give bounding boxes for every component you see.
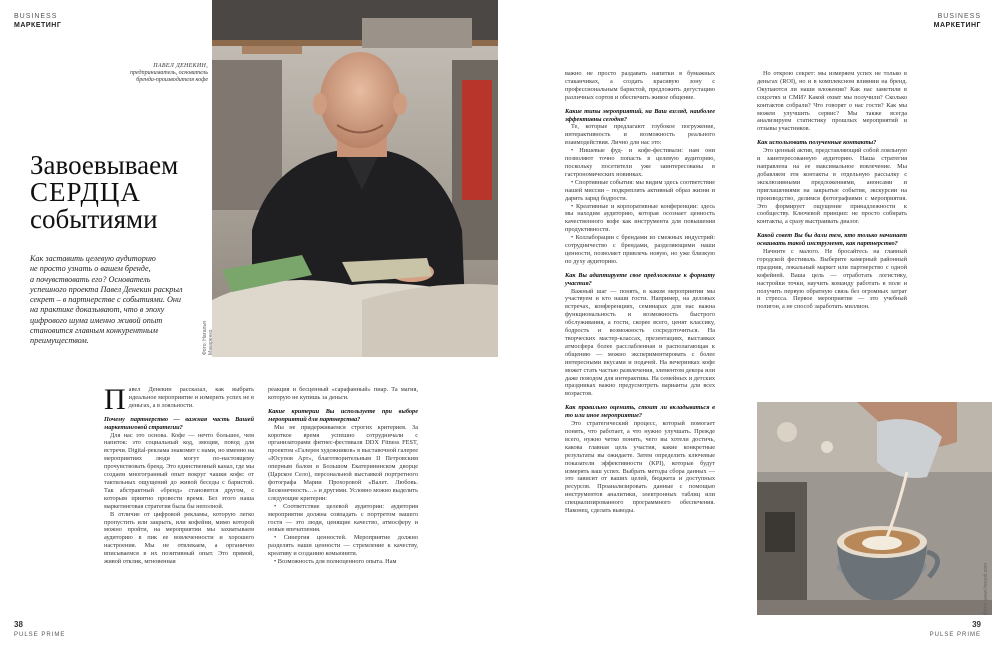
interview-question bbox=[757, 139, 907, 147]
bullet-paragraph bbox=[565, 147, 715, 179]
portrait-photo bbox=[212, 0, 498, 357]
paragraph-text: Почему партнерство — важная часть Вашей маркетинговой стратегии? bbox=[104, 415, 254, 431]
paragraph-text: • Спортивные события: мы видим здесь соответствие нашей миссии – подкреплять активный образ жизни и дарить заряд бодрости. bbox=[565, 178, 715, 202]
caption-role: бренда-производителя кофе bbox=[136, 77, 208, 83]
section-name: BUSINESS bbox=[14, 13, 58, 20]
paragraph-text: Важный шаг — понять, в каком мероприятии мы участвуем и кто наши гости. Например, на деловых встречах, конференциях, семинарах для нас важна функциональность и возможность быстрого обслуживания, а гости, скорее всего, ценят классику, бодрость и возможность сосредоточиться. На творческих мастер-классах, презентациях, выставках атмосфера более расслабленная и располагающая к общению — можно экспериментировать с более интересными вкусами и подачей. На вечеринках кофе может стать частью развлечения, элементом декора или даже поводом для интерактива. На семейных и детских праздниках важно предусмотреть варианты для всех возрастов. bbox=[565, 287, 715, 398]
paragraph bbox=[104, 383, 254, 416]
paragraph bbox=[565, 123, 715, 147]
article-column-3 bbox=[565, 70, 715, 515]
paragraph-text: Как правильно оценить, стоит ли вкладываться в то или иное мероприятие? bbox=[565, 404, 715, 420]
paragraph bbox=[268, 424, 418, 503]
section-label-left bbox=[14, 12, 61, 30]
bullet-paragraph bbox=[565, 179, 715, 203]
paragraph-text: Как использовать полученные контакты? bbox=[757, 139, 877, 147]
paragraph bbox=[104, 432, 254, 511]
paragraph-text: Но открою секрет: мы измеряем успех не только в деньгах (ROI), но и в комплексном влиянии на бренд. Окупаются ли наши вложения? Как нас заметили в соцсетях и СМИ? Какой охват мы получили? Сколько контактов собрали? Что говорят о нас гости? Как мы можем улучшить сервис? Мы также всегда анализируем статистику прошлых мероприятий и отзывы участников. bbox=[757, 70, 907, 133]
paragraph-text: В отличие от цифровой рекламы, которую легко пропустить или закрыть, или кофейни, мимо которой можно пройти, на мероприятии мы захватываем аудиторию в пик ее вовлеченности и хорошего настроения. Мы не отвлекаем, а органично вписываемся в их позитивный опыт. Это прямой, живой отклик, мгновенная bbox=[104, 510, 254, 566]
paragraph bbox=[757, 70, 907, 133]
paragraph bbox=[757, 248, 907, 311]
paragraph-text: Какие типы мероприятий, на Ваш взгляд, наиболее эффективны сегодня? bbox=[565, 107, 715, 123]
latte-illustration bbox=[757, 402, 992, 615]
lead-line: становится главным конкурентным bbox=[30, 326, 158, 336]
paragraph-text: авел Денекин рассказал, как выбрать идеальное мероприятие и измерить успех не в деньгах, а в лояльности. bbox=[128, 386, 254, 409]
bullet-paragraph bbox=[268, 534, 418, 558]
paragraph-text: Как Вы адаптируете свое предложение к формату участия? bbox=[565, 271, 715, 287]
bullet-paragraph bbox=[565, 234, 715, 266]
article-column-4 bbox=[757, 70, 907, 311]
paragraph bbox=[268, 386, 418, 402]
page-number: 38 bbox=[14, 620, 23, 629]
latte-photo bbox=[757, 402, 992, 615]
section-name: BUSINESS bbox=[937, 13, 981, 20]
paragraph-text: Это ценный актив, представляющий собой лояльную и заинтересованную аудиторию. Наша стратегия направлена на ее максимальное вовлечение. Мы добавляем эти контакты в отдельную рассылку с эксклюзивными предложениями, анонсами и приглашениями на закрытые события, экскурсии на производство, делимся фотографиями с мероприятия. Это формирует ощущение принадлежности к сообществу. Ключевой принцип: не просто собирать контакты, а сразу выстраивать диалог. bbox=[757, 147, 907, 226]
photo-credit-right: Фото: www.freepik.com bbox=[983, 562, 989, 615]
bullet-paragraph bbox=[268, 503, 418, 535]
paragraph-text: • Возможность для полноценного опыта. Нам bbox=[274, 558, 397, 566]
article-column-1 bbox=[104, 383, 254, 566]
lead-line: на практике доказывают, что в эпоху bbox=[30, 305, 165, 315]
interview-question bbox=[565, 404, 715, 420]
page-number-right bbox=[930, 620, 981, 640]
title-line: Завоевываем bbox=[30, 150, 179, 180]
paragraph-text: Какой совет Вы бы дали тем, кто только начинает осваивать такой инструмент, как партнерство? bbox=[757, 232, 907, 248]
lead-line: не просто узнать о вашем бренде, bbox=[30, 264, 151, 274]
lead-line: а почувствовать его? Основатель bbox=[30, 274, 151, 284]
section-label-right bbox=[934, 12, 981, 30]
title-line: СЕРДЦА bbox=[30, 177, 141, 207]
page-number: 39 bbox=[972, 620, 981, 629]
interview-question bbox=[565, 272, 715, 288]
lead-line: цифрового шума именно живой опыт bbox=[30, 315, 163, 325]
lead-line: преимуществом. bbox=[30, 336, 89, 346]
bullet-paragraph bbox=[268, 558, 418, 566]
drop-cap: П bbox=[104, 383, 126, 416]
lead-line: Как заставить целевую аудиторию bbox=[30, 254, 156, 263]
paragraph-text: Те, которые предлагают глубокое погружение, интерактивность и возможность реального взаимодействия. Лично для нас это: bbox=[565, 123, 715, 147]
interview-question bbox=[757, 232, 907, 248]
photo-credit-left: Фото: Наталья Макаренко bbox=[202, 321, 214, 355]
paragraph-text: • Коллаборации с брендами из смежных индустрий: сотрудничество с брендами, разделяющими наши ценности, позволяет привлечь новую, но уже близкую по духу аудиторию. bbox=[565, 234, 715, 265]
paragraph-text: реакция и бесценный «сарафанный» пиар. Та магия, которую не купишь за деньги. bbox=[268, 386, 418, 401]
interview-question bbox=[565, 108, 715, 124]
paragraph-text: • Нишевые фуд- и кофе-фестивали: нам они позволяют точно попасть в целевую аудиторию, поскольку посетители уже заинтересованы в гастрономических новинках. bbox=[565, 147, 715, 178]
page-number-left bbox=[14, 620, 65, 640]
paragraph bbox=[104, 511, 254, 566]
paragraph bbox=[565, 70, 715, 102]
portrait-illustration bbox=[212, 0, 498, 357]
interview-question bbox=[268, 408, 418, 424]
paragraph-text: • Синергия ценностей. Мероприятие должно разделять наши ценности — стремление к качеству, креативу и созданию комьюнити. bbox=[268, 534, 418, 558]
article-lead bbox=[30, 254, 212, 347]
article-title bbox=[30, 152, 210, 233]
interview-question bbox=[104, 416, 254, 432]
bullet-paragraph bbox=[565, 203, 715, 235]
caption-role: предприниматель, основатель bbox=[130, 70, 208, 76]
paragraph-text: Начните с малого. Не бросайтесь на главный городской фестиваль. Выберите камерный районный праздник, локальный маркет или партнерство с одной кофейней. Ваша цель — отработать логистику, настройки точки, научить команду работать в поле и получить первую обратную связь без огромных затрат и стресса. Первое мероприятие — это учебный полигон, а не способ заработать миллион. bbox=[757, 248, 907, 311]
paragraph-text: Мы не придерживаемся строгих критериев. За короткое время успешно сотрудничали с организаторами фитнес-фестиваля DDX Fitness FEST, проектом «Галерея художников» в выставочной галерее «Юсупов Арт», благотворительным II Петровским оперным балом в Большом Екатерининском дворце (Царское Село), персональной выставкой портретного фотографа Марии Прохоровой «Валет. Любовь. Бесконечность…» и другими. Условно можно выделить следующие критерии: bbox=[268, 423, 418, 502]
subsection-name: МАРКЕТИНГ bbox=[933, 22, 981, 29]
paragraph-text: важно не просто раздавать напитки в бумажных стаканчиках, а создать красивую зону с профессиональным баристой, предложить дегустацию различных сортов и обеспечить живое общение. bbox=[565, 70, 715, 101]
paragraph-text: • Соответствие целевой аудитории: аудитория мероприятия должна совпадать с портретом вашего гостя — это люди, ценящие качество, атмосферу и новые впечатления. bbox=[268, 502, 418, 534]
paragraph-text: Какие критерии Вы используете при выборе мероприятий для партнерства? bbox=[268, 407, 418, 423]
lead-line: секрет – в партнерстве с событиями. Они bbox=[30, 295, 182, 305]
title-line: событиями bbox=[30, 204, 158, 234]
paragraph-text: Это стратегический процесс, который помогает понять, что работает, а что нужно улучшать. Прежде всего, нужно четко понять, чего вы хотели достичь, какова главная цель участия, какие конкретные результаты вы ожидаете. Затем определить ключевые показатели эффективности (KPI), которые будут измерять ваш успех. Выбрать методы сбора данных — это зависит от ваших целей, бюджета и доступных ресурсов. Проанализировать данные с помощью инструментов аналитики, электронных таблиц или специализированного программного обеспечения. Наконец, сделать выводы. bbox=[565, 420, 715, 515]
subsection-name: МАРКЕТИНГ bbox=[14, 22, 62, 29]
paragraph-text: Для нас это основа. Кофе — нечто большее, чем напиток: это социальный код, эмоция, повод для встречи. Digital-реклама знакомит с нами, но именно на мероприятиях люди могут по-настоящему прочувствовать бренд. Это единственный канал, где мы создаем многогранный опыт вокруг чашки кофе: от тактильных ощущений до живой беседы с баристой. Так абстрактный «бренд» становится другом, с которым приятно провести время. Без этого наша маркетинговая стратегия была бы неполной. bbox=[104, 431, 254, 510]
paragraph bbox=[565, 288, 715, 399]
article-column-2 bbox=[268, 386, 418, 566]
photo-caption bbox=[118, 63, 208, 84]
paragraph bbox=[565, 420, 715, 515]
caption-name: ПАВЕЛ ДЕНЕКИН, bbox=[153, 63, 208, 69]
paragraph bbox=[757, 147, 907, 226]
magazine-name: PULSE PRIME bbox=[929, 632, 981, 638]
magazine-name: PULSE PRIME bbox=[14, 632, 66, 638]
lead-line: успешного проекта Павел Денекин раскрыл bbox=[30, 284, 183, 294]
paragraph-text: • Креативные и корпоративные конференции: здесь мы находим аудиторию, которая осознает ценность качественного кофе как инструмента для повышения продуктивности. bbox=[565, 202, 715, 234]
